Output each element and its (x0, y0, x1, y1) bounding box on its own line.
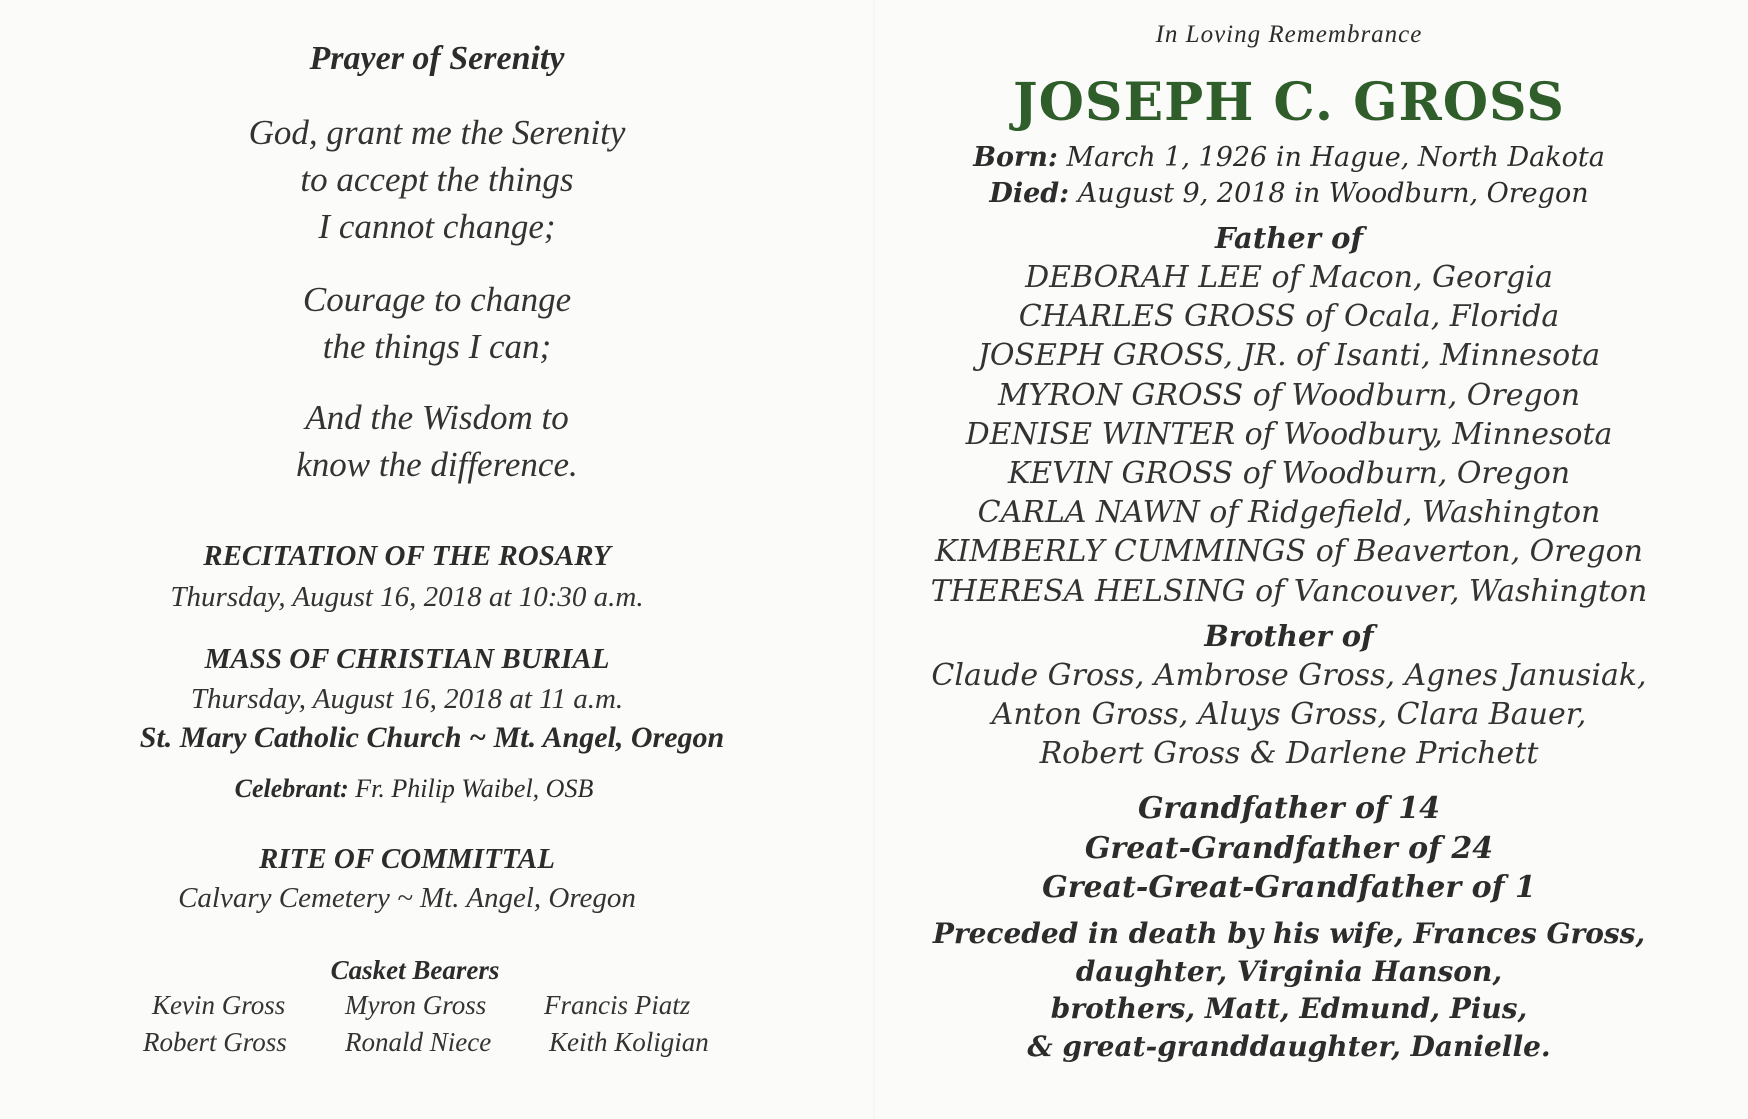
child-entry: JOSEPH GROSS, JR. of Isanti, Minnesota (977, 338, 1601, 374)
celebrant (0, 774, 851, 804)
sibling-line: Robert Gross & Darlene Prichett (1039, 736, 1539, 771)
sibling-line: Anton Gross, Aluys Gross, Clara Bauer, (991, 697, 1587, 732)
child-entry: THERESA HELSING of Vancouver, Washington (930, 573, 1648, 609)
bearer-name: Francis Piatz (544, 990, 691, 1020)
child-entry: CHARLES GROSS of Ocala, Florida (1018, 299, 1560, 335)
grandfather-line: Great-Great-Grandfather of 1 (1042, 870, 1536, 905)
child-entry: DENISE WINTER of Woodbury, Minnesota (965, 416, 1613, 452)
born-line (852, 142, 1726, 173)
prayer-stanza-1 (0, 109, 874, 250)
prayer-line: to accept the things (300, 160, 574, 199)
rosary-datetime: Thursday, August 16, 2018 at 10:30 a.m. (170, 581, 644, 613)
child-entry: MYRON GROSS of Woodburn, Oregon (997, 377, 1581, 413)
remembrance-heading: In Loving Remembrance (1155, 21, 1423, 48)
grandfather-line: Great-Grandfather of 24 (1084, 830, 1494, 866)
prayer-stanza-2 (0, 276, 874, 370)
deceased-name: JOSEPH C. GROSS (1013, 72, 1565, 133)
bearer-name: Ronald Niece (345, 1027, 492, 1057)
committal-location: Calvary Cemetery ~ Mt. Angel, Oregon (178, 882, 636, 914)
bearer-name: Kevin Gross (152, 990, 286, 1020)
brother-of-heading: Brother of (1204, 619, 1374, 653)
siblings-list (852, 656, 1726, 773)
bearer-name: Robert Gross (143, 1027, 287, 1057)
sibling-line: Claude Gross, Ambrose Gross, Agnes Janusiak, (931, 658, 1647, 693)
prayer-line: And the Wisdom to (305, 398, 569, 437)
mass-datetime: Thursday, August 16, 2018 at 11 a.m. (190, 683, 624, 715)
child-entry: DEBORAH LEE of Macon, Georgia (1025, 260, 1553, 295)
prayer-title: Prayer of Serenity (309, 40, 565, 77)
died-line (852, 178, 1726, 209)
preceded-line: daughter, Virginia Hanson, (1075, 954, 1503, 988)
born-value: March 1, 1926 in Hague, North Dakota (1066, 142, 1605, 173)
preceded-line: brothers, Matt, Edmund, Pius, (1050, 992, 1528, 1025)
child-entry: CARLA NAWN of Ridgefield, Washington (977, 495, 1601, 531)
prayer-line: God, grant me the Serenity (248, 113, 626, 152)
prayer-stanza-3 (0, 394, 874, 488)
preceded-line: Preceded in death by his wife, Frances Gross, (932, 917, 1646, 950)
celebrant-label: Celebrant: (234, 774, 349, 803)
committal-heading: RITE OF COMMITTAL (259, 843, 555, 875)
preceded-line: & great-granddaughter, Danielle. (1027, 1029, 1551, 1063)
children-list (852, 258, 1726, 611)
child-entry: KIMBERLY CUMMINGS of Beaverton, Oregon (935, 534, 1643, 570)
grandfather-line: Grandfather of 14 (1137, 791, 1441, 826)
prayer-line: the things I can; (322, 327, 552, 366)
right-panel (874, 0, 1748, 1119)
child-entry: KEVIN GROSS of Woodburn, Oregon (1007, 456, 1571, 492)
casket-bearers-heading: Casket Bearers (330, 955, 500, 985)
prayer-line: know the difference. (296, 445, 578, 484)
mass-location: St. Mary Catholic Church ~ Mt. Angel, Oregon (139, 721, 725, 754)
celebrant-name: Fr. Philip Waibel, OSB (355, 774, 594, 803)
prayer-line: I cannot change; (318, 207, 556, 246)
grandfather-block (852, 789, 1726, 908)
born-label: Born: (973, 142, 1058, 173)
mass-heading: MASS OF CHRISTIAN BURIAL (204, 643, 610, 675)
prayer-line: Courage to change (302, 280, 572, 319)
bearer-name: Myron Gross (345, 990, 487, 1020)
died-label: Died: (989, 178, 1070, 209)
bearer-name: Keith Koligian (549, 1027, 709, 1057)
died-value: August 9, 2018 in Woodburn, Oregon (1077, 178, 1589, 209)
preceded-in-death-block (852, 915, 1726, 1065)
father-of-heading: Father of (1215, 221, 1363, 255)
rosary-heading: RECITATION OF THE ROSARY (203, 540, 611, 572)
